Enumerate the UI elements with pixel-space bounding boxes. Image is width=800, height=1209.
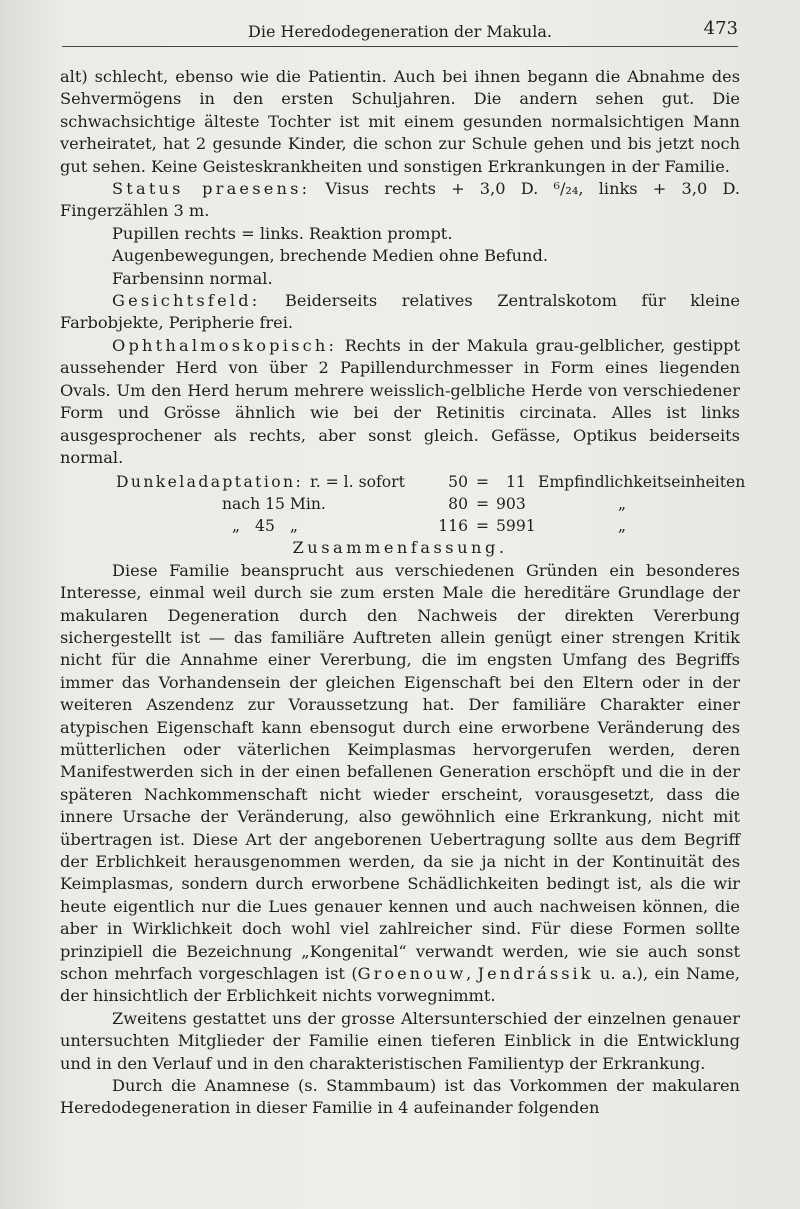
adaptation-time: nach 15 Min. bbox=[222, 495, 326, 514]
adaptation-suffix: Empfindlichkeitseinheiten bbox=[538, 473, 746, 492]
status-text: Visus rechts + 3,0 D. ⁶/₂₄, links + 3,0 D. Fingerzählen 3 m. bbox=[60, 179, 741, 221]
adaptation-suffix: „ bbox=[618, 517, 627, 536]
adaptation-row bbox=[60, 471, 746, 493]
summary-text-b: u. a.), ein Name, der hinsichtlich der Erblichkeit nichts vorwegnimmt. bbox=[60, 964, 740, 1006]
adaptation-label: Dunkeladaptation: bbox=[116, 473, 304, 492]
adaptation-units: 903 bbox=[496, 495, 526, 514]
paragraph-summary-3: Durch die Anamnese (s. Stammbaum) ist das Vorkommen der makularen Heredodegeneration in dieser Familie in 4 aufeinander folgenden bbox=[60, 1076, 740, 1118]
ophthalmoskopisch-text: Rechts in der Makula grau-gelblicher, gestippt aussehender Herd von über 2 Papillendurchmesser in Form eines liegenden Ovals. Um den Herd herum mehrere weisslich-gelbliche Herde von verschiedener Form und Grösse ähnlich wie bei der Retinitis circinata. Alles ist links ausgesprochener als rechts, aber sonst gleich. Gefässe, Optikus beiderseits normal. bbox=[60, 335, 740, 467]
adaptation-time: r. = l. sofort bbox=[310, 473, 405, 492]
adaptation-row bbox=[60, 493, 740, 515]
paragraph-family: alt) schlecht, ebenso wie die Patientin. Auch bei ihnen begann die Abnahme des Sehvermögens in den ersten Schuljahren. Die andern sehen gut. Die schwachsichtige älteste Tochter ist mit einem gesunden normalsichtigen Mann verheiratet, hat 2 gesunde Kinder, die schon zur Schule gehen und bis jetzt noch gut sehen. Keine Geisteskrankheiten und sonstigen Erkrankungen in der Familie. bbox=[60, 67, 740, 176]
gesichtsfeld-label: Gesichtsfeld: bbox=[112, 291, 261, 311]
page-number: 473 bbox=[703, 18, 738, 39]
paragraph-ophthalmoskopisch bbox=[60, 335, 740, 469]
paragraph-status bbox=[60, 178, 740, 223]
adaptation-value: 50 bbox=[448, 473, 468, 492]
adaptation-equals: = bbox=[476, 517, 490, 536]
adaptation-row bbox=[60, 515, 740, 537]
summary-text-sep: , bbox=[466, 964, 478, 984]
author-groenouw: Groenouw bbox=[357, 964, 467, 984]
line-pupillen: Pupillen rechts = links. Reaktion prompt. bbox=[112, 223, 453, 243]
running-title: Die Heredodegeneration der Makula. bbox=[248, 22, 552, 41]
adaptation-units: 11 bbox=[506, 473, 526, 492]
adaptation-time: „ 45 „ bbox=[232, 517, 298, 536]
line-augenbewegungen: Augenbewegungen, brechende Medien ohne Befund. bbox=[112, 246, 548, 266]
paragraph-summary-1 bbox=[60, 560, 740, 1008]
paragraph-summary-2: Zweitens gestattet uns der grosse Altersunterschied der einzelnen genauer untersuchten Mitglieder der Familie einen tieferen Einblick in die Entwicklung und in den Verlauf und in den charakteristischen Familientyp der Erkrankung. bbox=[60, 1008, 740, 1073]
line-farbensinn: Farbensinn normal. bbox=[112, 268, 273, 288]
adaptation-equals: = bbox=[476, 495, 490, 514]
page-header bbox=[62, 14, 738, 47]
body-text bbox=[60, 66, 746, 1120]
adaptation-value: 116 bbox=[438, 517, 468, 536]
gesichtsfeld-text: Beiderseits relatives Zentralskotom für kleine Farbobjekte, Peripherie frei. bbox=[60, 291, 740, 333]
status-label: Status praesens: bbox=[112, 179, 311, 199]
dark-adaptation-table bbox=[60, 471, 746, 537]
paragraph-gesichtsfeld bbox=[60, 290, 740, 335]
adaptation-units: 5991 bbox=[496, 517, 536, 536]
adaptation-equals: = bbox=[476, 473, 490, 492]
section-heading: Zusammenfassung. bbox=[292, 538, 508, 558]
ophthalmoskopisch-label: Ophthalmoskopisch: bbox=[112, 335, 338, 355]
summary-text-a: Diese Familie beansprucht aus verschiedenen Gründen ein besonderes Interesse, einmal weil durch sie zum ersten Male die hereditäre Grundlage der makularen Degeneration durch den Nachweis der direkten Vererbung sichergestellt ist — das familiäre Auftreten allein genügt einer strengen Kritik nicht für die Annahme einer Vererbung, die im engsten Umfang des Begriffs immer das Vorhandensein der gleichen Eigenschaft bei den Eltern oder in der weiteren Aszendenz zur Voraussetzung hat. Der familiäre Charakter einer atypischen Eigenschaft kann ebensogut durch eine erworbene Veränderung des mütterlichen oder väterlichen Keimplasmas hervorgerufen werden, deren Manifestwerden sich in der einen befallenen Generation erschöpft und die in der späteren Nachkommenschaft nicht wieder erscheint, vorausgesetzt, dass die innere Ursache der Veränderung, also gewöhnlich eine Erkrankung, nicht mit übertragen ist. Diese Art der angeborenen Uebertragung sollte aus dem Begriff der Erblichkeit herausgenommen werden, da sie ja nicht in der Kontinuität des Keimplasmas, sondern durch erworbene Schädlichkeiten bedingt ist, als die wir heute eigentlich nur die Lues genauer kennen und auch nachweisen können, die aber in Wirklichkeit doch wohl viel zahlreicher sind. Für diese Formen sollte prinzipiell die Bezeichnung „Kongenital“ verwandt werden, wie sie auch sonst schon mehrfach vorgeschlagen ist ( bbox=[60, 560, 740, 984]
author-jendrassik: Jendrássik bbox=[477, 964, 594, 984]
adaptation-suffix: „ bbox=[618, 495, 627, 514]
adaptation-value: 80 bbox=[448, 495, 468, 514]
